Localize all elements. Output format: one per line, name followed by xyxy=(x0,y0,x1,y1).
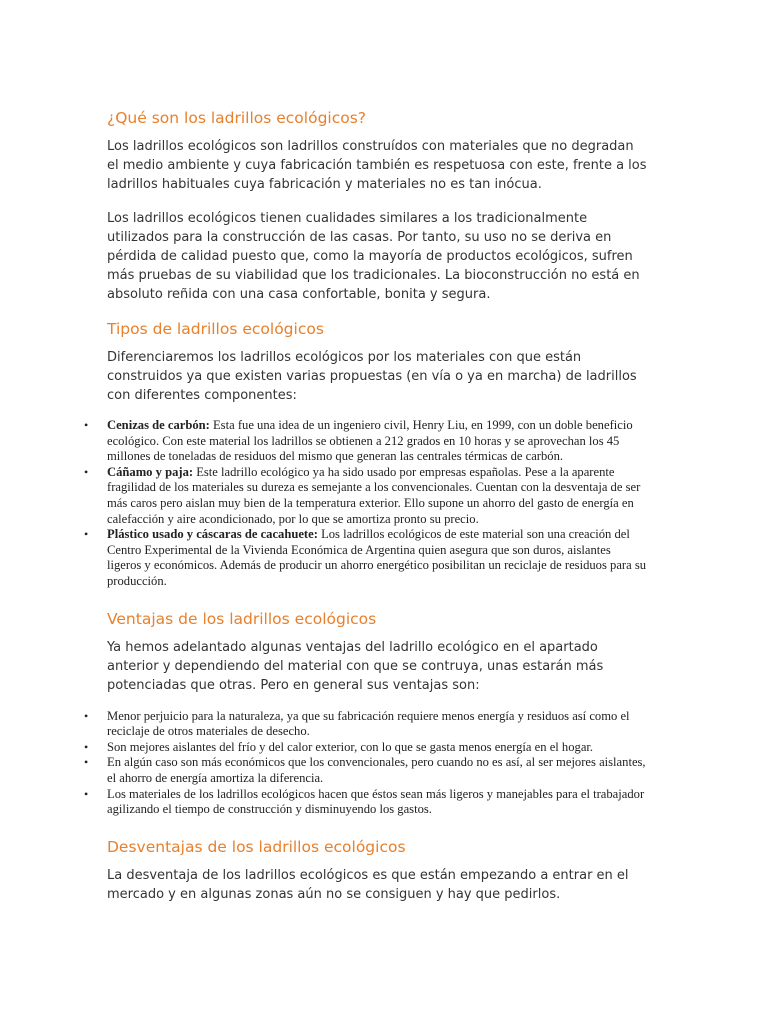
paragraph: Los ladrillos ecológicos tienen cualidades similares a los tradicionalmente utilizados para la construcción de las casas. Por tanto, su uso no se deriva en pérdida de calidad puesto que, como la mayoría de productos ecológicos, sufren más pruebas de su viabilidad que los tradicionales. La bioconstrucción no está en absoluto reñida con una casa confortable, bonita y segura. xyxy=(107,211,640,302)
advantages-list xyxy=(107,709,647,818)
item-term: Cáñamo y paja: xyxy=(107,464,194,479)
types-list xyxy=(107,418,647,590)
intro-paragraph: Diferenciaremos los ladrillos ecológicos por los materiales con que están construidos ya que existen varias propuestas (en vía o ya en marcha) de ladrillos con diferentes componentes: xyxy=(107,350,637,403)
document-page xyxy=(107,108,647,919)
list-item: • Menor perjuicio para la naturaleza, ya que su fabricación requiere menos energía y residuos así como el reciclaje de otros materiales de desecho. xyxy=(107,709,647,740)
paragraph: La desventaja de los ladrillos ecológicos es que están empezando a entrar en el mercado y en algunas zonas aún no se consiguen y hay que pedirlos. xyxy=(107,867,629,902)
section-title: Ventajas de los ladrillos ecológicos xyxy=(107,609,377,628)
list-item: • Son mejores aislantes del frío y del calor exterior, con lo que se gasta menos energía en el hogar. xyxy=(107,740,647,756)
section-desventajas xyxy=(107,837,647,904)
item-text: Esta fue una idea de un ingeniero civil, Henry Liu, en 1999, con un doble beneficio ecológico. Con este material los ladrillos se obtienen a 212 grados en 10 horas y se aprovechan los 45 millones de toneladas de residuos del mismo que generan las centrales térmicas de carbón. xyxy=(107,418,633,464)
list-item: • Los materiales de los ladrillos ecológicos hacen que éstos sean más ligeros y manejables para el trabajador agilizando el tiempo de construcción y disminuyendo los gastos. xyxy=(107,787,647,818)
intro-paragraph: Ya hemos adelantado algunas ventajas del ladrillo ecológico en el apartado anterior y dependiendo del material con que se contruya, unas estarán más potenciadas que otras. Pero en general sus ventajas son: xyxy=(107,639,604,693)
item-term: Plástico usado y cáscaras de cacahuete: xyxy=(107,527,318,542)
section-title: Tipos de ladrillos ecológicos xyxy=(107,320,324,338)
section-tipos xyxy=(107,319,647,590)
item-text: Este ladrillo ecológico ya ha sido usado por empresas españolas. Pese a la aparente fragilidad de los materiales su dureza es semejante a los convencionales. Cuentan con la desventaja de ser más caros pero aislan muy bien de la temperatura exterior. Ello supone un ahorro del gasto de energía en calefacción y aire acondicionado, por lo que se amortiza pronto su precio. xyxy=(107,464,641,526)
item-term: Cenizas de carbón: xyxy=(107,418,210,432)
list-item: • En algún caso son más económicos que los convencionales, pero cuando no es así, al ser mejores aislantes, el ahorro de energía amortiza la diferencia. xyxy=(107,755,647,786)
section-ventajas xyxy=(107,609,647,818)
section-title: ¿Qué son los ladrillos ecológicos? xyxy=(107,109,367,127)
list-item xyxy=(107,527,647,589)
list-item xyxy=(107,465,647,527)
paragraph: Los ladrillos ecológicos son ladrillos construídos con materiales que no degradan el medio ambiente y cuya fabricación también es respetuosa con este, frente a los ladrillos habituales cuya fabricación y materiales no es tan inócua. xyxy=(107,139,647,192)
list-item xyxy=(107,418,647,465)
section-title: Desventajas de los ladrillos ecológicos xyxy=(107,837,406,856)
section-que-son xyxy=(107,108,647,304)
item-text: Los ladrillos ecológicos de este material son una creación del Centro Experimental de la Vivienda Económica de Argentina quien asegura que son duros, aislantes ligeros y económicos. Además de producir un ahorro energético posibilitan un reciclaje de residuos para su producción. xyxy=(107,527,647,588)
